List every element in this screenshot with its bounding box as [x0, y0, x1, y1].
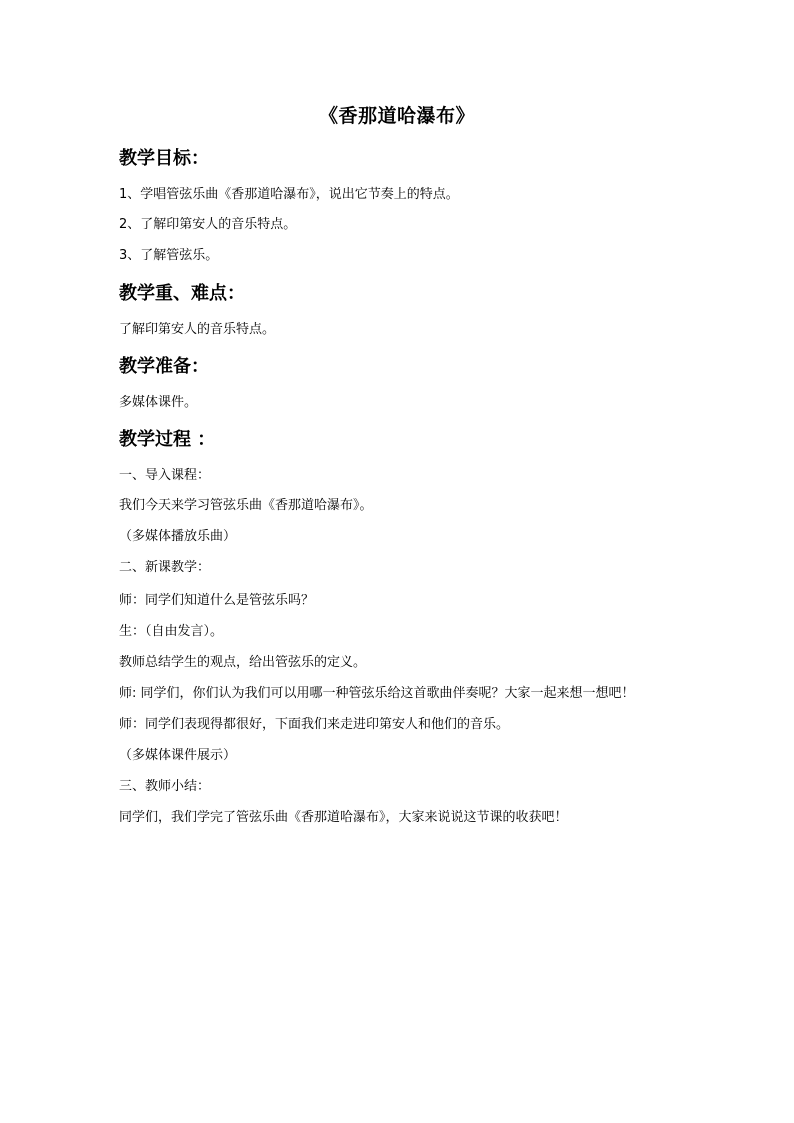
process-heading: 教学过程 ：: [119, 429, 216, 450]
objectives-heading: 教学目标：: [119, 148, 209, 169]
process-line: （多媒体播放乐曲）: [119, 529, 237, 544]
preparation-heading: 教学准备：: [119, 356, 209, 377]
process-line: 一、导入课程：: [119, 468, 211, 483]
key-points-text: 了解印第安人的音乐特点。: [119, 322, 276, 337]
key-points-heading: 教学重、难点：: [119, 283, 245, 304]
objective-item: 3、了解管弦乐。: [119, 248, 219, 263]
process-line: 教师总结学生的观点，给出管弦乐的定义。: [119, 655, 367, 670]
preparation-text: 多媒体课件。: [119, 395, 198, 410]
process-line: 师：同学们表现得都很好，下面我们来走进印第安人和他们的音乐。: [119, 717, 510, 732]
process-line: 师: 同学们，你们认为我们可以用哪一种管弦乐给这首歌曲伴奏呢？大家一起来想一想吧！: [119, 686, 635, 701]
process-line: （多媒体课件展示）: [119, 748, 237, 763]
process-line: 生：（自由发言）。: [119, 624, 224, 639]
objective-item: 1、学唱管弦乐曲《香那道哈瀑布》，说出它节奏上的特点。: [119, 187, 459, 202]
process-line: 三、教师小结：: [119, 779, 211, 794]
process-line: 二、新课教学：: [119, 560, 211, 575]
process-line: 我们今天来学习管弦乐曲《香那道哈瀑布》。: [119, 498, 373, 513]
document-title: 《香那道哈瀑布》: [318, 105, 475, 127]
process-line: 师：同学们知道什么是管弦乐吗？: [119, 593, 315, 608]
objective-item: 2、了解印第安人的音乐特点。: [119, 217, 297, 232]
process-line: 同学们，我们学完了管弦乐曲《香那道哈瀑布》，大家来说说这节课的收获吧！: [119, 810, 568, 825]
